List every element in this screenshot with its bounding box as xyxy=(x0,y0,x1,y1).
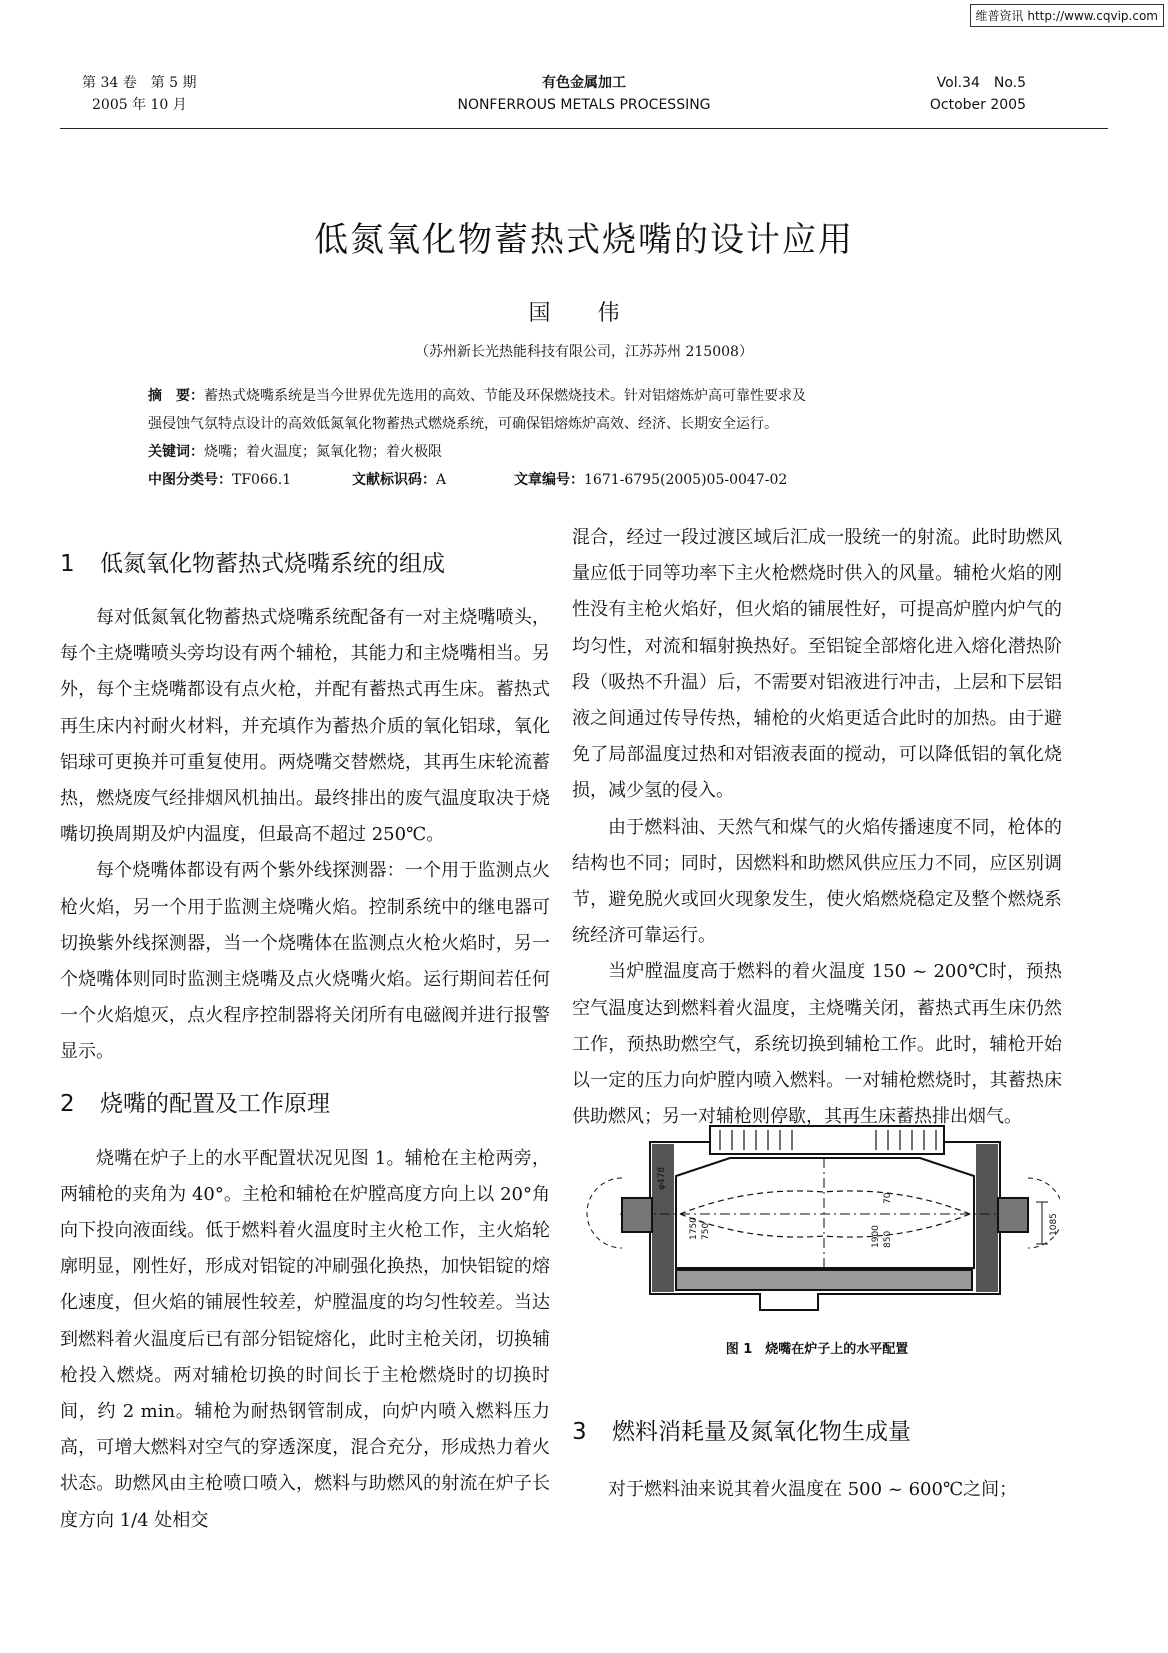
burner-left xyxy=(622,1198,652,1232)
issue-date-en: October 2005 xyxy=(929,97,1026,113)
dim-label: 1750 xyxy=(689,1217,699,1240)
abstract-label: 摘 要： xyxy=(148,388,204,404)
section-number: 2 xyxy=(60,1090,75,1117)
figure-1 xyxy=(580,1118,1060,1314)
watermark: 维普资讯 http://www.cqvip.com xyxy=(970,4,1164,27)
journal-name-cn: 有色金属加工 xyxy=(542,75,626,91)
dim-label: 850 xyxy=(883,1230,893,1248)
furnace-plan-drawing xyxy=(580,1118,1060,1314)
right-column xyxy=(572,520,1062,1135)
clc-label: 中图分类号： xyxy=(148,472,232,488)
section-3-body xyxy=(572,1472,1062,1508)
article-number: 1671-6795(2005)05-0047-02 xyxy=(584,472,788,488)
abstract-line-1: 蓄热式烧嘴系统是当今世界优先选用的高效、节能及环保燃烧技术。针对铝熔炼炉高可靠性要求及 xyxy=(204,388,806,404)
abstract-line-2: 强侵蚀气氛特点设计的高效低氮氧化物蓄热式燃烧系统，可确保铝熔炼炉高效、经济、长期安全运行。 xyxy=(148,416,778,432)
left-column xyxy=(60,538,550,1539)
keywords: 烧嘴；着火温度；氮氧化物；着火极限 xyxy=(204,444,442,460)
inner-chamber xyxy=(676,1158,974,1268)
section-heading-3 xyxy=(572,1408,1062,1456)
section-title: 燃料消耗量及氮氧化物生成量 xyxy=(612,1419,911,1445)
paragraph: 混合，经过一段过渡区域后汇成一股统一的射流。此时助燃风量应低于同等功率下主火枪燃烧时供入的风量。辅枪火焰的刚性没有主枪火焰好，但火焰的铺展性好，可提高炉膛内炉气的均匀性，对流和辐射换热好。至铝锭全部熔化进入熔化潜热阶段（吸热不升温）后，不需要对铝液进行冲击，上层和下层铝液之间通过传导传热，辅枪的火焰更适合此时的加热。由于避免了局部温度过热和对铝液表面的搅动，可以降低铝的氧化烧损，减少氢的侵入。 xyxy=(572,527,1062,802)
volume-issue-en: Vol.34 No.5 xyxy=(936,75,1026,91)
affiliation: （苏州新长光热能科技有限公司，江苏苏州 215008） xyxy=(415,344,753,360)
article-title: 低氮氧化物蓄热式烧嘴的设计应用 xyxy=(314,220,854,260)
section-heading-1 xyxy=(60,538,550,590)
keywords-label: 关键词： xyxy=(148,444,204,460)
section-number: 3 xyxy=(572,1419,587,1445)
dim-label: φ478 xyxy=(657,1166,667,1190)
header-rule xyxy=(60,128,1108,129)
dim-label: 750 xyxy=(701,1222,711,1240)
journal-name-en: NONFERROUS METALS PROCESSING xyxy=(457,97,711,113)
paragraph: 每个烧嘴体都设有两个紫外线探测器：一个用于监测点火枪火焰，另一个用于监测主烧嘴火焰。控制系统中的继电器可切换紫外线探测器，当一个烧嘴体在监测点火枪火焰时，另一个烧嘴体则同时监测主烧嘴及点火烧嘴火焰。运行期间若任何一个火焰熄灭，点火程序控制器将关闭所有电磁阀并进行报警显示。 xyxy=(60,860,550,1063)
dim-label: 1085 xyxy=(1049,1213,1059,1236)
section-title: 低氮氧化物蓄热式烧嘴系统的组成 xyxy=(100,551,445,577)
paragraph: 由于燃料油、天然气和煤气的火焰传播速度不同，枪体的结构也不同；同时，因燃料和助燃风供应压力不同，应区别调节，避免脱火或回火现象发生，使火焰燃烧稳定及整个燃烧系统经济可靠运行。 xyxy=(572,816,1062,947)
clc-number: TF066.1 xyxy=(232,472,292,488)
dim-label: 1900 xyxy=(871,1225,881,1248)
section-heading-2 xyxy=(60,1077,550,1131)
doccode-label: 文献标识码： xyxy=(352,472,436,488)
articleno-label: 文章编号： xyxy=(514,472,584,488)
paragraph: 烧嘴在炉子上的水平配置状况见图 1。辅枪在主枪两旁，两辅枪的夹角为 40°。主枪和辅枪在炉膛高度方向上以 20°角向下投向液面线。低于燃料着火温度时主火枪工作，主火焰轮廓明显，刚性好，形成对铝锭的冲刷强化换热，加快铝锭的熔化速度，但火焰的铺展性较差，炉膛温度的均匀性较差。当达到燃料着火温度后已有部分铝锭熔化，此时主枪关闭，切换辅枪投入燃烧。两对辅枪切换的时间长于主枪燃烧时的切换时间，约 2 min。辅枪为耐热钢管制成，向炉内喷入燃料压力高，可增大燃料对空气的穿透深度，混合充分，形成热力着火状态。助燃风由主枪喷口喷入，燃料与助燃风的射流在炉子长度方向 1/4 处相交 xyxy=(60,1147,550,1531)
section-number: 1 xyxy=(60,551,75,577)
section-title: 烧嘴的配置及工作原理 xyxy=(100,1090,330,1117)
burner-right xyxy=(998,1198,1028,1232)
abstract xyxy=(148,382,1028,494)
issue-info-en xyxy=(930,72,1026,116)
paragraph: 每对低氮氧化物蓄热式烧嘴系统配备有一对主烧嘴喷头，每个主烧嘴喷头旁均设有两个辅枪，其能力和主烧嘴相当。另外，每个主烧嘴都设有点火枪，并配有蓄热式再生床。蓄热式再生床内衬耐火材料，并充填作为蓄热介质的氧化铝球，氧化铝球可更换并可重复使用。两烧嘴交替燃烧，其再生床轮流蓄热，燃烧废气经排烟风机抽出。最终排出的废气温度取决于烧嘴切换周期及炉内温度，但最高不超过 250℃。 xyxy=(60,607,550,846)
paragraph: 当炉膛温度高于燃料的着火温度 150 ~ 200℃时，预热空气温度达到燃料着火温度，主烧嘴关闭，蓄热式再生床仍然工作，预热助燃空气，系统切换到辅枪工作。此时，辅枪开始以一定的压力向炉膛内喷入燃料。一对辅枪燃烧时，其蓄热床供助燃风；另一对辅枪则停歇，其再生床蓄热排出烟气。 xyxy=(572,961,1062,1128)
roof-band xyxy=(710,1126,944,1154)
author: 国 伟 xyxy=(528,301,640,326)
doccode: A xyxy=(436,472,447,488)
issue-date: 2005 年 10 月 xyxy=(92,97,187,113)
figure-caption: 图 1 烧嘴在炉子上的水平配置 xyxy=(725,1342,909,1357)
volume-issue: 第 34 卷 第 5 期 xyxy=(82,75,197,91)
paragraph: 对于燃料油来说其着火温度在 500 ~ 600℃之间； xyxy=(608,1479,1018,1500)
dim-label: 70 xyxy=(883,1192,893,1204)
